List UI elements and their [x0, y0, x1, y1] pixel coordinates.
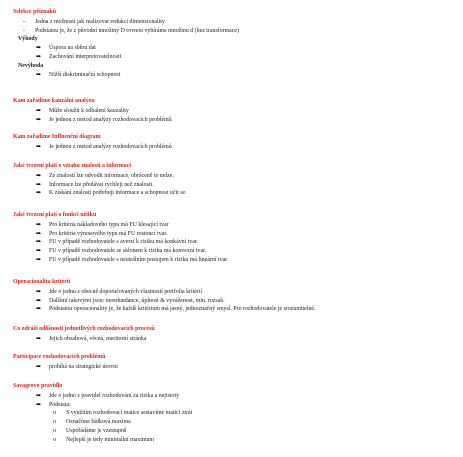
list-item: Pro kritéria výnosového typu má FU rostoucí tvar. — [49, 230, 168, 237]
arrow-bullet-icon: ➡ — [36, 143, 42, 150]
arrow-bullet-icon: ➡ — [36, 401, 42, 408]
arrow-bullet-icon: ➡ — [36, 288, 42, 295]
list-item: Podstatou operacionality je, že každé kritérium má jasný, jednoznačný smysl. Pro rozhodovatele je srozumitelné. — [49, 306, 316, 313]
arrow-bullet-icon: ➡ — [36, 306, 42, 313]
list-item: Označíme řádková maxima — [66, 419, 131, 426]
list-item: Jejich obsahová, věcná, meritorní stránka — [49, 335, 147, 342]
list-item: Podstatou je, že z původní množiny D rovnou vybíráme množinu d (bez transformace) — [35, 27, 239, 34]
list-item: Zachování interpretovatelnosti — [49, 54, 122, 60]
circle-bullet-icon: o — [53, 436, 56, 443]
list-item: K získání znalostí potřebuji informace a schopnost učit se. — [49, 190, 187, 197]
list-item: Jde o jednu z obecně doporučovaných vlastností portfolia kritérií — [49, 288, 203, 295]
section-heading: Jaké tvrzení platí o funkci užitku — [13, 212, 97, 218]
list-item: Nejlepší je tedy minimální maximum — [66, 436, 155, 443]
list-item: Jde o jedno z pravidel rozhodování za rizika a nejistoty — [49, 392, 180, 399]
list-item: Informace lze předávat rychleji než znalosti. — [49, 181, 154, 188]
section-heading: Participace rozhodovacích problémů — [13, 354, 106, 360]
section-heading: Operacionalita kritérií — [13, 279, 71, 285]
section-heading: Kam zařadíme kauzální analýzu — [13, 98, 95, 104]
list-item: Uspořádáme je vzestupně — [66, 428, 127, 434]
arrow-bullet-icon: ➡ — [36, 45, 42, 52]
section-heading: Savageovo pravidlo — [13, 383, 63, 389]
subheading: Nevýhoda — [18, 62, 44, 69]
dash-bullet-icon: - — [23, 18, 25, 25]
arrow-bullet-icon: ➡ — [36, 181, 42, 188]
arrow-bullet-icon: ➡ — [36, 190, 42, 197]
list-item: Dalšími takovými jsou: neredundance, úplnost & vyváženost, min. rozsah. — [49, 297, 225, 304]
list-item: Nižší diskriminační schopnost — [49, 71, 121, 78]
arrow-bullet-icon: ➡ — [36, 363, 42, 370]
list-item: Je jednou z metod analýzy rozhodovacích problémů — [49, 116, 172, 123]
circle-bullet-icon: o — [53, 419, 56, 426]
list-item: S využitím rozhodovací matice sestavíme matici ztrát — [66, 410, 193, 417]
list-item: FU v případě rozhodovatele se sklonem k riziku má konvexní tvar. — [49, 248, 207, 255]
arrow-bullet-icon: ➡ — [36, 54, 42, 60]
section-heading: Jaké tvrzení platí o vztahu znalostí a informací — [13, 163, 131, 169]
list-item: Ze znalostí lze odvodit informace, obráceně to nelze. — [49, 172, 174, 179]
arrow-bullet-icon: ➡ — [36, 116, 42, 123]
circle-bullet-icon: o — [53, 410, 56, 417]
arrow-bullet-icon: ➡ — [36, 239, 42, 246]
subheading: Výhody — [18, 36, 38, 43]
arrow-bullet-icon: ➡ — [36, 297, 42, 304]
arrow-bullet-icon: ➡ — [36, 221, 42, 228]
arrow-bullet-icon: ➡ — [36, 230, 42, 237]
arrow-bullet-icon: ➡ — [36, 257, 42, 263]
list-item: Jedna z možností jak realizovat redukci dimenzionality — [35, 18, 165, 25]
list-item: Je jednou z metod analýzy rozhodovacích problémů — [49, 143, 172, 150]
arrow-bullet-icon: ➡ — [36, 392, 42, 399]
list-item: FU v případě rozhodovatele s neutrálním postojem k riziku má lineární tvar. — [49, 257, 229, 263]
list-item: probíhá na strategické úrovni — [49, 363, 118, 370]
list-item: Může sloužit k odhalení kauzality — [49, 107, 129, 114]
circle-bullet-icon: o — [53, 428, 56, 434]
section-heading: Kam zařadíme Influenční diagram — [13, 134, 101, 140]
section-heading: Selekce příznaků — [13, 9, 57, 15]
arrow-bullet-icon: ➡ — [36, 248, 42, 255]
list-item: Úspora na sběru dat — [49, 45, 96, 52]
arrow-bullet-icon: ➡ — [36, 335, 42, 342]
list-item: Podstata: — [49, 401, 71, 408]
arrow-bullet-icon: ➡ — [36, 107, 42, 114]
arrow-bullet-icon: ➡ — [36, 71, 42, 78]
list-item: FU v případě rozhodovatele s averzí k riziku má konkávní tvar. — [49, 239, 199, 246]
section-heading: Co odráží odlišnosti jednotlivých rozhodovacích procesů — [13, 326, 155, 332]
arrow-bullet-icon: ➡ — [36, 172, 42, 179]
dash-bullet-icon: - — [23, 27, 25, 34]
list-item: Pro kritéria nákladového typu má FU klesající tvar — [49, 221, 169, 228]
